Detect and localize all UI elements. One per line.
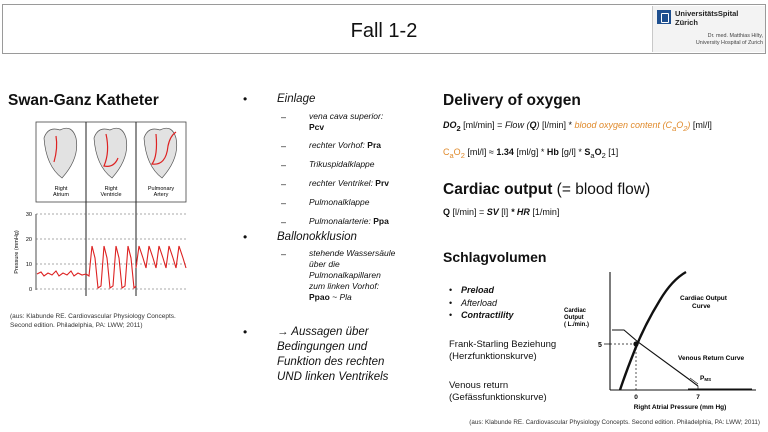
- sub-item-wassersaeule: stehende Wassersäule über die Pulmonalkapillaren zum linken Vorhof: Ppao ~ Pla: [309, 248, 396, 302]
- sub-item-pulmonalarterie: Pulmonalarterie: Ppa: [309, 216, 389, 226]
- vr-curve-label: Venous Return Curve: [678, 355, 745, 362]
- swan-ganz-heading: Swan-Ganz Katheter: [8, 92, 159, 109]
- y-tick-30: 30: [25, 212, 32, 218]
- slide-title: Fall 1-2: [350, 20, 418, 42]
- pms-label: PMS: [700, 375, 712, 382]
- cao2-formula: $C_aO_2$ [ml/l] ≈ 1.34 [ml/g] * Hb $[g/l] * S_aO_2$ [1]: [443, 147, 619, 160]
- sub-item-pulmonalklappe: Pulmonalklappe: [309, 197, 370, 207]
- sv-bullet-afterload: • Afterload: [449, 297, 498, 308]
- logo-emblem-icon: [657, 10, 671, 24]
- panel-label-pulmonary-artery-2: Artery: [153, 192, 169, 198]
- pressure-trace-pulmonary-artery: [136, 246, 186, 268]
- university-logo: [652, 6, 765, 52]
- do2-formula: $DO_2$ [ml/min] = Flow (Q) [l/min] * blood oxygen content $(C_aO_2)$ [ml/l]: [443, 120, 712, 133]
- pressure-trace-right-atrium: [37, 271, 86, 276]
- panel-label-right-atrium-2: Atrium: [53, 192, 69, 198]
- dash-marker: –: [281, 179, 287, 189]
- cardiac-output-venous-return-figure: [560, 268, 764, 412]
- dash-marker: –: [281, 217, 287, 227]
- sub-item-vena-cava: vena cava superior: Pcv: [309, 111, 384, 132]
- y-tick-10: 10: [25, 262, 32, 268]
- co-axis-label-2: Output: [564, 315, 584, 321]
- panel-label-pulmonary-artery-1: Pulmonary: [147, 186, 175, 192]
- sub-item-rechter-vorhof: rechter Vorhof: Pra: [309, 140, 381, 150]
- x-tick-0: 0: [634, 394, 638, 401]
- y-tick-20: 20: [25, 237, 32, 243]
- slide-header: [0, 0, 768, 58]
- ballonokklusion-item: Ballonokklusion: [277, 231, 357, 243]
- panel-label-right-ventricle-2: Ventricle: [100, 192, 122, 198]
- dash-marker: –: [281, 160, 287, 170]
- sv-bullet-preload: • Preload: [449, 285, 495, 295]
- delivery-of-oxygen-heading: Delivery of oxygen: [443, 92, 581, 109]
- panel-label-right-ventricle-1: Right: [104, 186, 118, 192]
- aussagen-item: → Aussagen über Bedingungen und Funktion des rechten UND linken Ventrikels: [277, 326, 389, 383]
- co-curve-label-2: Curve: [692, 303, 711, 310]
- dash-marker: –: [281, 249, 287, 259]
- cardiac-output-formula: Q [l/min] = SV [l] * HR [1/min]: [443, 207, 560, 217]
- swan-ganz-pressure-figure: [6, 118, 188, 300]
- y-axis-label: Pressure (mmHg): [14, 230, 20, 274]
- co-curve-label-1: Cardiac Output: [680, 295, 727, 302]
- dash-marker: –: [281, 198, 287, 208]
- bullet-dot: •: [243, 230, 248, 244]
- schlagvolumen-heading: Schlagvolumen: [443, 249, 547, 265]
- bullet-dot: •: [243, 92, 248, 106]
- bullet-dot: •: [243, 325, 248, 339]
- cardiac-output-heading: Cardiac output (= blood flow): [443, 181, 651, 198]
- einlage-item: Einlage: [277, 93, 316, 105]
- sv-bullet-contractility: • Contractility: [449, 310, 514, 320]
- bottom-citation: (aus: Klabunde RE. Cardiovascular Physiology Concepts. Second edition. Philadelphia, PA: LWW; 2011): [469, 419, 760, 426]
- left-figure-citation: (aus: Klabunde RE. Cardiovascular Physiology Concepts. Second edition. Philadelphia, PA: LWW; 2011): [10, 313, 176, 329]
- dash-marker: –: [281, 141, 287, 151]
- pressure-trace-right-ventricle: [86, 246, 136, 288]
- y-tick-5: 5: [598, 342, 602, 349]
- logo-name: UniversitätsSpital Zürich: [675, 9, 739, 27]
- sub-item-rechter-ventrikel: rechter Ventrikel: Prv: [309, 178, 390, 188]
- y-tick-0: 0: [28, 287, 32, 293]
- venous-return-label: Venous return (Gefässfunktionskurve): [449, 380, 547, 403]
- x-tick-7: 7: [696, 394, 700, 401]
- schlagvolumen-bullets: [449, 284, 514, 322]
- dash-marker: –: [281, 112, 287, 122]
- co-axis-label-3: ( L./min.): [564, 322, 589, 328]
- x-axis-label: Right Atrial Pressure (mm Hg): [633, 404, 727, 411]
- co-axis-label-1: Cardiac: [564, 308, 587, 314]
- panel-label-right-atrium-1: Right: [54, 186, 68, 192]
- frank-starling-label: Frank-Starling Beziehung (Herzfunktionskurve): [449, 339, 557, 362]
- cardiac-output-curve: [620, 272, 686, 390]
- sub-item-trikuspidalklappe: Trikuspidalklappe: [309, 159, 375, 169]
- logo-subtitle: Dr. med. Matthias Hilty, University Hospital of Zurich: [695, 33, 763, 46]
